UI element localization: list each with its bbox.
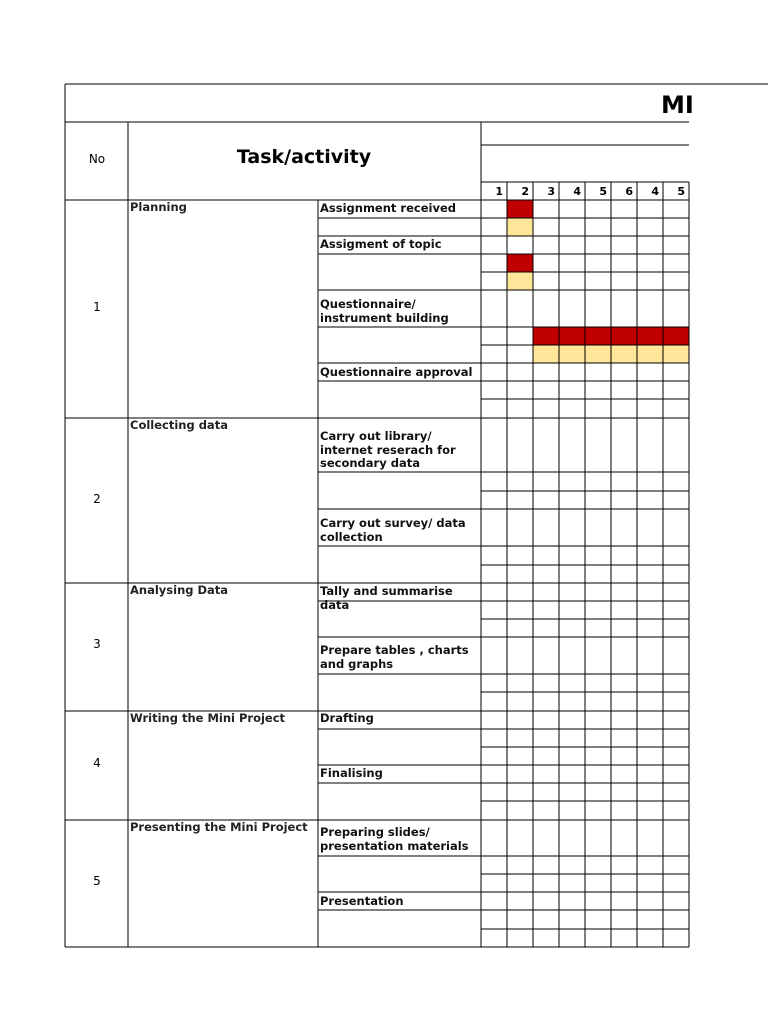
gantt-bar-actual: [559, 345, 585, 363]
gantt-bar-planned: [663, 327, 689, 345]
activity-label: Assignment received: [320, 201, 456, 215]
phase-number: 2: [93, 492, 101, 506]
phase-number: 3: [93, 637, 101, 651]
phase-label: Planning: [130, 200, 187, 214]
activity-label: Prepare tables , charts and graphs: [320, 643, 469, 671]
gantt-bar-actual: [585, 345, 611, 363]
phase-label: Analysing Data: [130, 583, 229, 597]
gantt-bar-planned: [533, 327, 559, 345]
activity-label: Questionnaire approval: [320, 365, 473, 379]
gantt-bar-planned: [559, 327, 585, 345]
week-number: 5: [599, 185, 607, 198]
activity-label: Carry out library/ internet reserach for secondary data: [320, 429, 456, 470]
phase-label: Writing the Mini Project: [130, 711, 286, 725]
week-number: 2: [521, 185, 529, 198]
week-number: 3: [547, 185, 555, 198]
gantt-bar-actual: [637, 345, 663, 363]
week-number: 4: [651, 185, 659, 198]
header-task-activity: Task/activity: [236, 146, 372, 168]
week-number: 1: [495, 185, 503, 198]
phase-number: 4: [93, 756, 101, 770]
week-number: 6: [625, 185, 633, 198]
gantt-bar-planned: [507, 200, 533, 218]
activity-label: Carry out survey/ data collection: [320, 516, 466, 544]
phase-label: Collecting data: [130, 418, 228, 432]
gantt-bar-actual: [507, 218, 533, 236]
gantt-bar-actual: [533, 345, 559, 363]
activity-label: Tally and summarise data: [320, 584, 453, 612]
sheet-title: MI: [661, 91, 694, 119]
gantt-bar-planned: [611, 327, 637, 345]
header-no: No: [88, 152, 106, 166]
gantt-bar-planned: [637, 327, 663, 345]
activity-label: Assigment of topic: [320, 237, 442, 251]
gantt-bar-actual: [663, 345, 689, 363]
gantt-bar-actual: [611, 345, 637, 363]
week-number: 5: [677, 185, 685, 198]
week-number: 4: [573, 185, 581, 198]
gantt-bar-actual: [507, 272, 533, 290]
gantt-bar-planned: [507, 254, 533, 272]
gantt-bar-planned: [585, 327, 611, 345]
phase-number: 5: [93, 874, 101, 888]
activity-label: Finalising: [320, 766, 383, 780]
activity-label: Drafting: [320, 711, 374, 725]
activity-label: Questionnaire/ instrument building: [320, 297, 449, 325]
activity-label: Presentation: [320, 894, 404, 908]
activity-label: Preparing slides/ presentation materials: [320, 825, 469, 853]
phase-number: 1: [93, 300, 101, 314]
phase-label: Presenting the Mini Project: [130, 820, 308, 834]
